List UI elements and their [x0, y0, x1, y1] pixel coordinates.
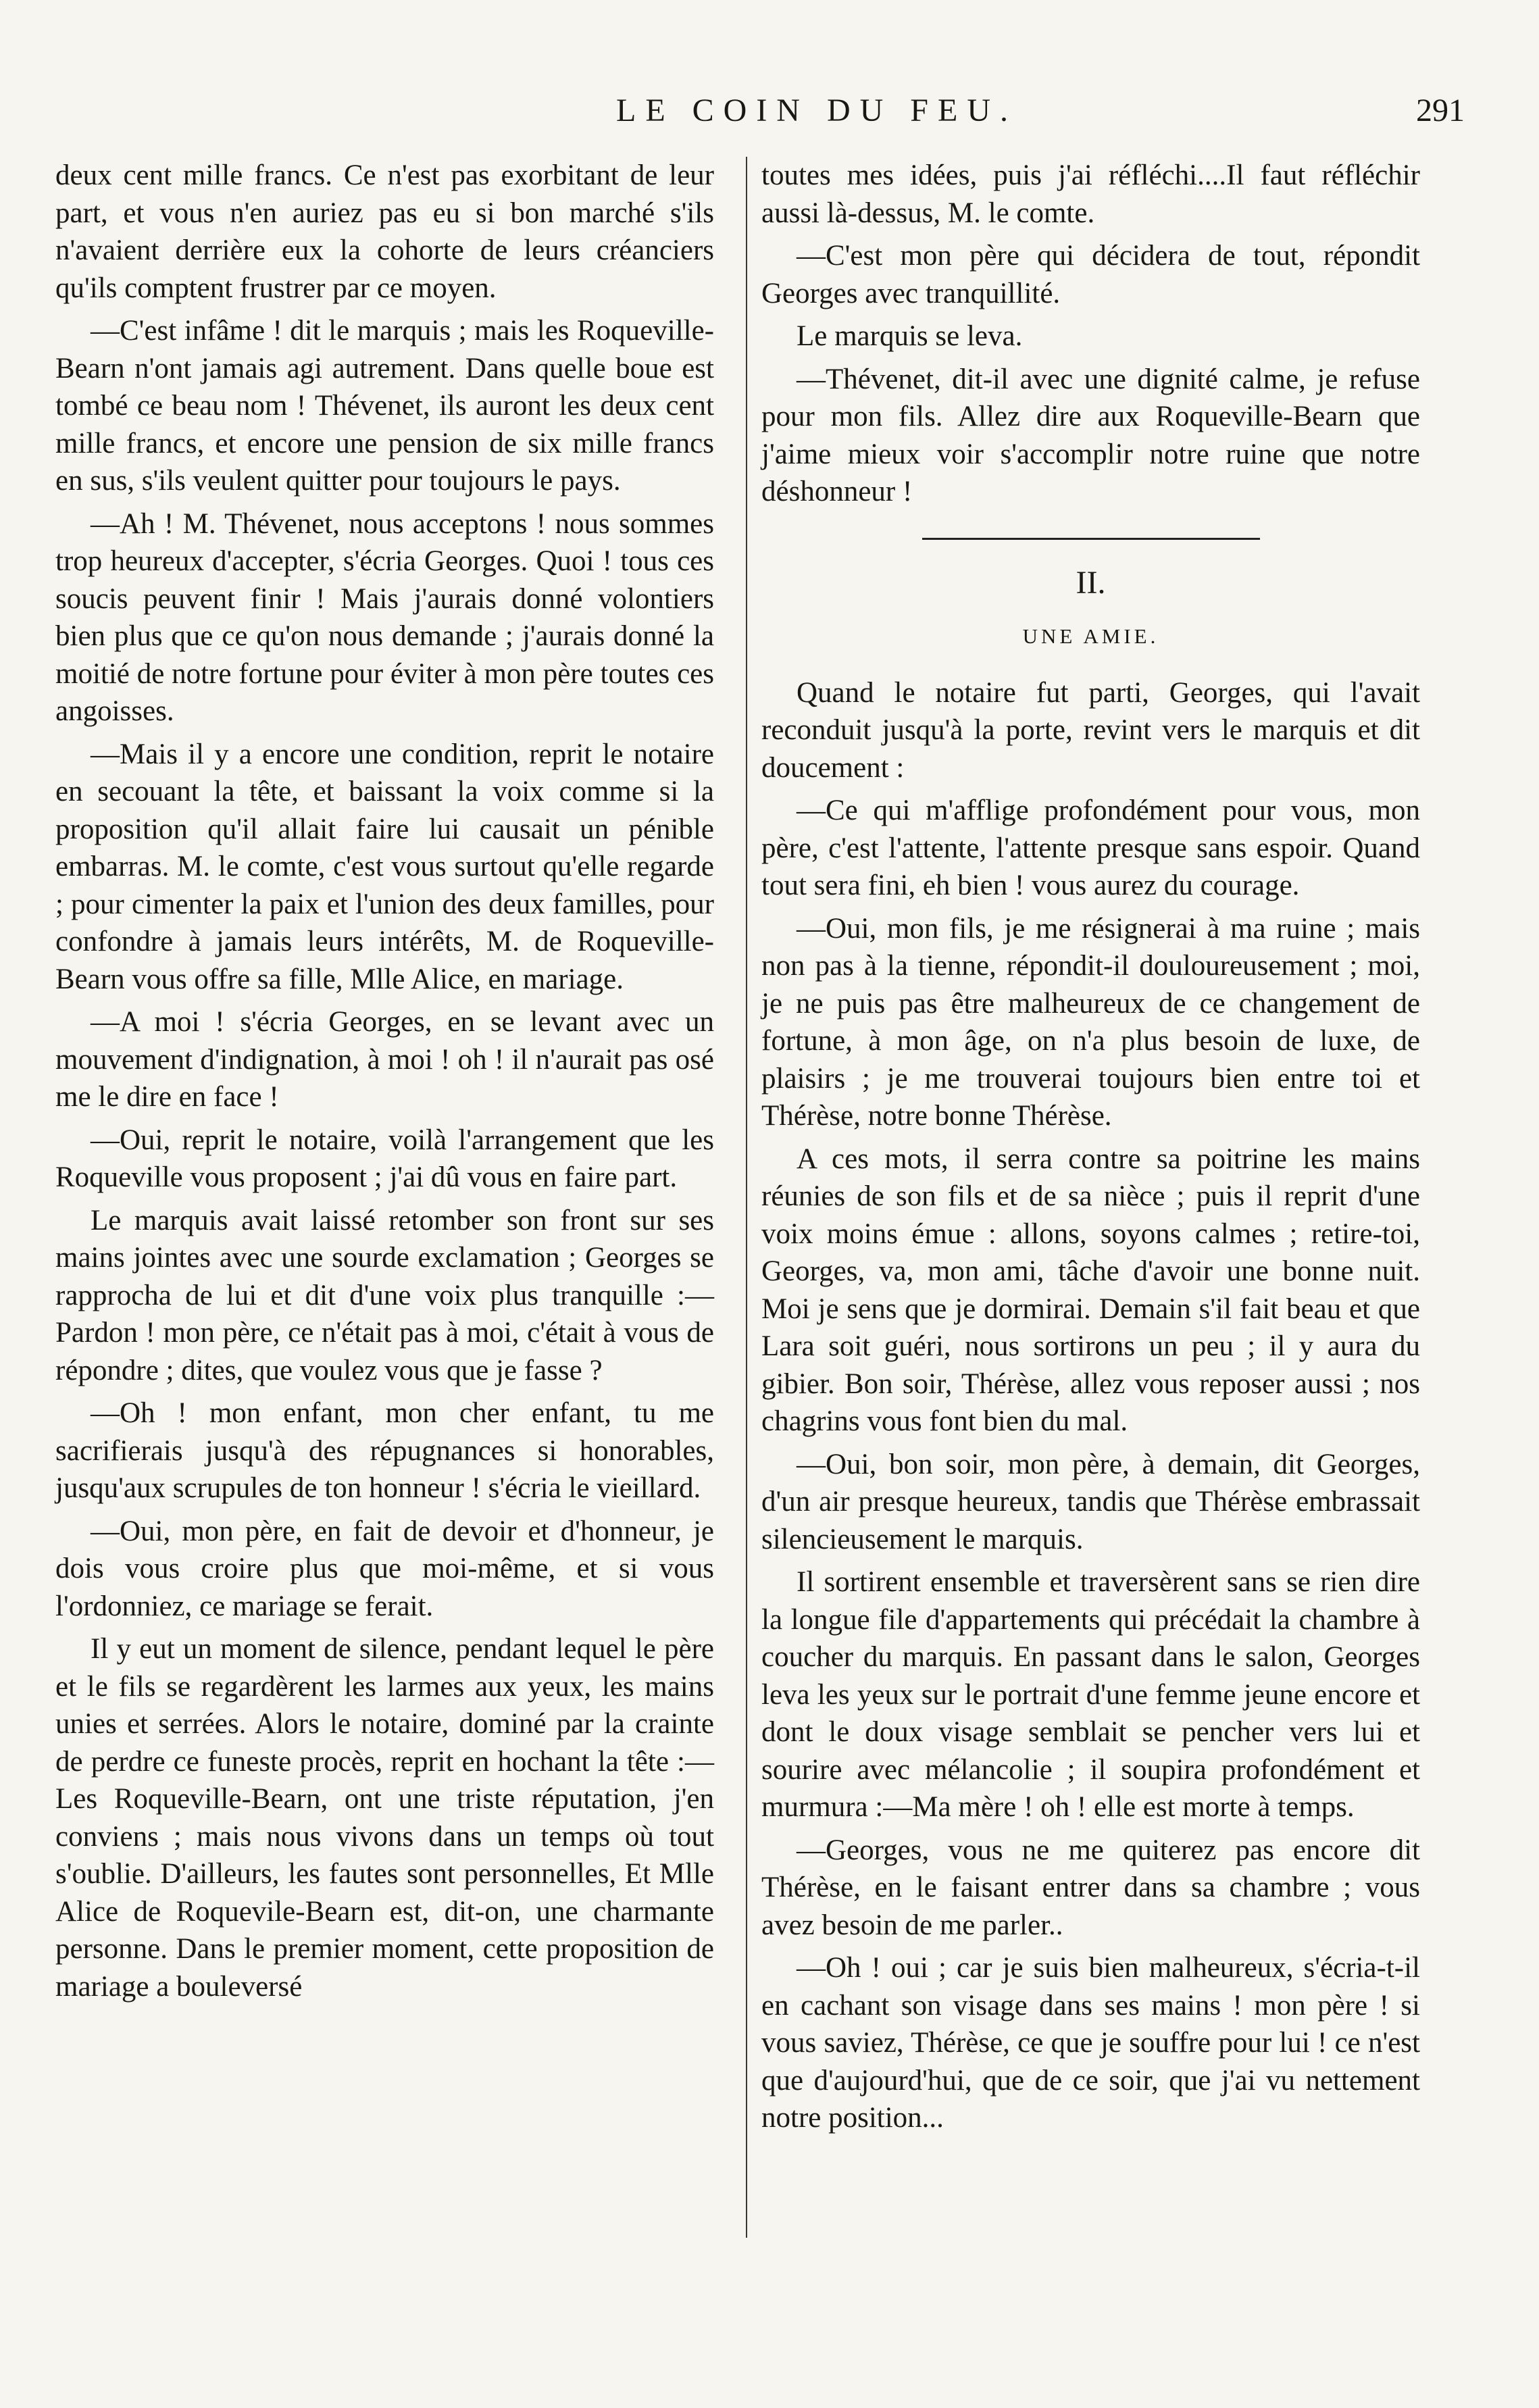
paragraph: —Oui, reprit le notaire, voilà l'arrangement que les Roqueville vous proposent ; j'ai dû vous en faire part.: [55, 1124, 714, 1193]
paragraph: toutes mes idées, puis j'ai réfléchi....Il faut réfléchir aussi là-dessus, M. le comte.: [761, 159, 1420, 229]
section-number: II.: [1076, 564, 1106, 601]
section-separator: [922, 538, 1260, 540]
paragraph: Il y eut un moment de silence, pendant lequel le père et le fils se regardèrent les larmes aux yeux, les mains unies et serrées. Alors le notaire, dominé par la crainte de perdre ce funeste procès, reprit en hochant la tête :—Les Roqueville-Bearn, ont une triste réputation, j'en conviens ; mais nous vivons dans un temps où tout s'oublie. D'ailleurs, les fautes sont personnelles, Et Mlle Alice de Roquevile-Bearn est, dit-on, une charmante personne. Dans le premier moment, cette proposition de mariage a bouleversé: [55, 1633, 714, 2003]
right-column: [761, 157, 1420, 2142]
paragraph: —Ce qui m'afflige profondément pour vous, mon père, c'est l'attente, l'attente presque sans espoir. Quand tout sera fini, eh bien ! vous aurez du courage.: [761, 795, 1420, 901]
paragraph: —Oui, mon père, en fait de devoir et d'honneur, je dois vous croire plus que moi-même, et si vous l'ordonniez, ce mariage se ferait.: [55, 1515, 714, 1622]
paragraph: —Mais il y a encore une condition, reprit le notaire en secouant la tête, et baissant la voix comme si la proposition qu'il allait faire lui causait un pénible embarras. M. le comte, c'est vous surtout qu'elle regarde ; pour cimenter la paix et l'union des deux familles, pour confondre à jamais leurs intérêts, M. de Roqueville-Bearn vous offre sa fille, Mlle Alice, en mariage.: [55, 738, 714, 995]
paragraph: Le marquis avait laissé retomber son front sur ses mains jointes avec une sourde exclamation ; Georges se rapprocha de lui et dit d'une voix plus tranquille :—Pardon ! mon père, ce n'était pas à moi, c'était à vous de répondre ; dites, que voulez vous que je fasse ?: [55, 1204, 714, 1386]
section-title: UNE AMIE.: [1022, 624, 1159, 648]
paragraph: —Thévenet, dit-il avec une dignité calme, je refuse pour mon fils. Allez dire aux Roqueville-Bearn que j'aime mieux voir s'accomplir notre ruine que notre déshonneur !: [761, 363, 1420, 507]
paragraph: Il sortirent ensemble et traversèrent sans se rien dire la longue file d'appartements qui précédait la chambre à coucher du marquis. En passant dans le salon, Georges leva les yeux sur le portrait d'une femme jeune encore et dont le doux visage semblait se pencher vers lui et sourire avec mélancolie ; il soupira profondément et murmura :—Ma mère ! oh ! elle est morte à temps.: [761, 1566, 1420, 1823]
page-header: [169, 92, 1465, 139]
running-title: LE COIN DU FEU.: [616, 93, 1017, 128]
paragraph: A ces mots, il serra contre sa poitrine les mains réunies de son fils et de sa nièce ; puis il reprit d'une voix moins émue : allons, soyons calmes ; retire-toi, Georges, va, mon ami, tâche d'avoir une bonne nuit. Moi je sens que je dormirai. Demain s'il fait beau et que Lara soit guéri, nous sortirons un peu ; il y aura du gibier. Bon soir, Thérèse, allez vous reposer aussi ; nos chagrins vous font bien du mal.: [761, 1143, 1420, 1437]
paragraph: —Oh ! oui ; car je suis bien malheureux, s'écria-t-il en cachant son visage dans ses mains ! mon père ! si vous saviez, Thérèse, ce que je souffre pour lui ! ce n'est que d'aujourd'hui, que de ce soir, que j'ai vu nettement notre position...: [761, 1952, 1420, 2134]
paragraph: —A moi ! s'écria Georges, en se levant avec un mouvement d'indignation, à moi ! oh ! il n'aurait pas osé me le dire en face !: [55, 1006, 714, 1113]
paragraph: —Oui, bon soir, mon père, à demain, dit Georges, d'un air presque heureux, tandis que Thérèse embrassait silencieusement le marquis.: [761, 1448, 1420, 1555]
paragraph: —Ah ! M. Thévenet, nous acceptons ! nous sommes trop heureux d'accepter, s'écria Georges. Quoi ! tous ces soucis peuvent finir ! Mais j'aurais donné volontiers bien plus que ce qu'on nous demande ; j'aurais donné la moitié de notre fortune pour éviter à mon père toutes ces angoisses.: [55, 507, 714, 727]
left-column: [55, 157, 714, 2011]
paragraph: —Georges, vous ne me quiterez pas encore dit Thérèse, en le faisant entrer dans sa chambre ; vous avez besoin de me parler..: [761, 1834, 1420, 1941]
paragraph: Le marquis se leva.: [797, 320, 1023, 352]
paragraph: —Oui, mon fils, je me résignerai à ma ruine ; mais non pas à la tienne, répondit-il douloureusement ; moi, je ne puis pas être malheureux de ce changement de fortune, à mon âge, on n'a plus besoin de luxe, de plaisirs ; je me trouverai toujours bien entre toi et Thérèse, notre bonne Thérèse.: [761, 912, 1420, 1132]
paragraph: —C'est infâme ! dit le marquis ; mais les Roqueville-Bearn n'ont jamais agi autrement. Dans quelle boue est tombé ce beau nom ! Thévenet, ils auront les deux cent mille francs, et encore une pension de six mille francs en sus, s'ils veulent quitter pour toujours le pays.: [55, 315, 714, 497]
paragraph: deux cent mille francs. Ce n'est pas exorbitant de leur part, et vous n'en auriez pas eu si bon marché s'ils n'avaient derrière eux la cohorte de leurs créanciers qu'ils comptent frustrer par ce moyen.: [55, 159, 714, 304]
page-number: 291: [1416, 93, 1465, 128]
paragraph: —C'est mon père qui décidera de tout, répondit Georges avec tranquillité.: [761, 240, 1420, 309]
paragraph: —Oh ! mon enfant, mon cher enfant, tu me sacrifierais jusqu'à des répugnances si honorables, jusqu'aux scrupules de ton honneur ! s'écria le vieillard.: [55, 1397, 714, 1504]
paragraph: Quand le notaire fut parti, Georges, qui l'avait reconduit jusqu'à la porte, revint vers le marquis et dit doucement :: [761, 676, 1420, 784]
column-divider: [746, 157, 747, 2238]
